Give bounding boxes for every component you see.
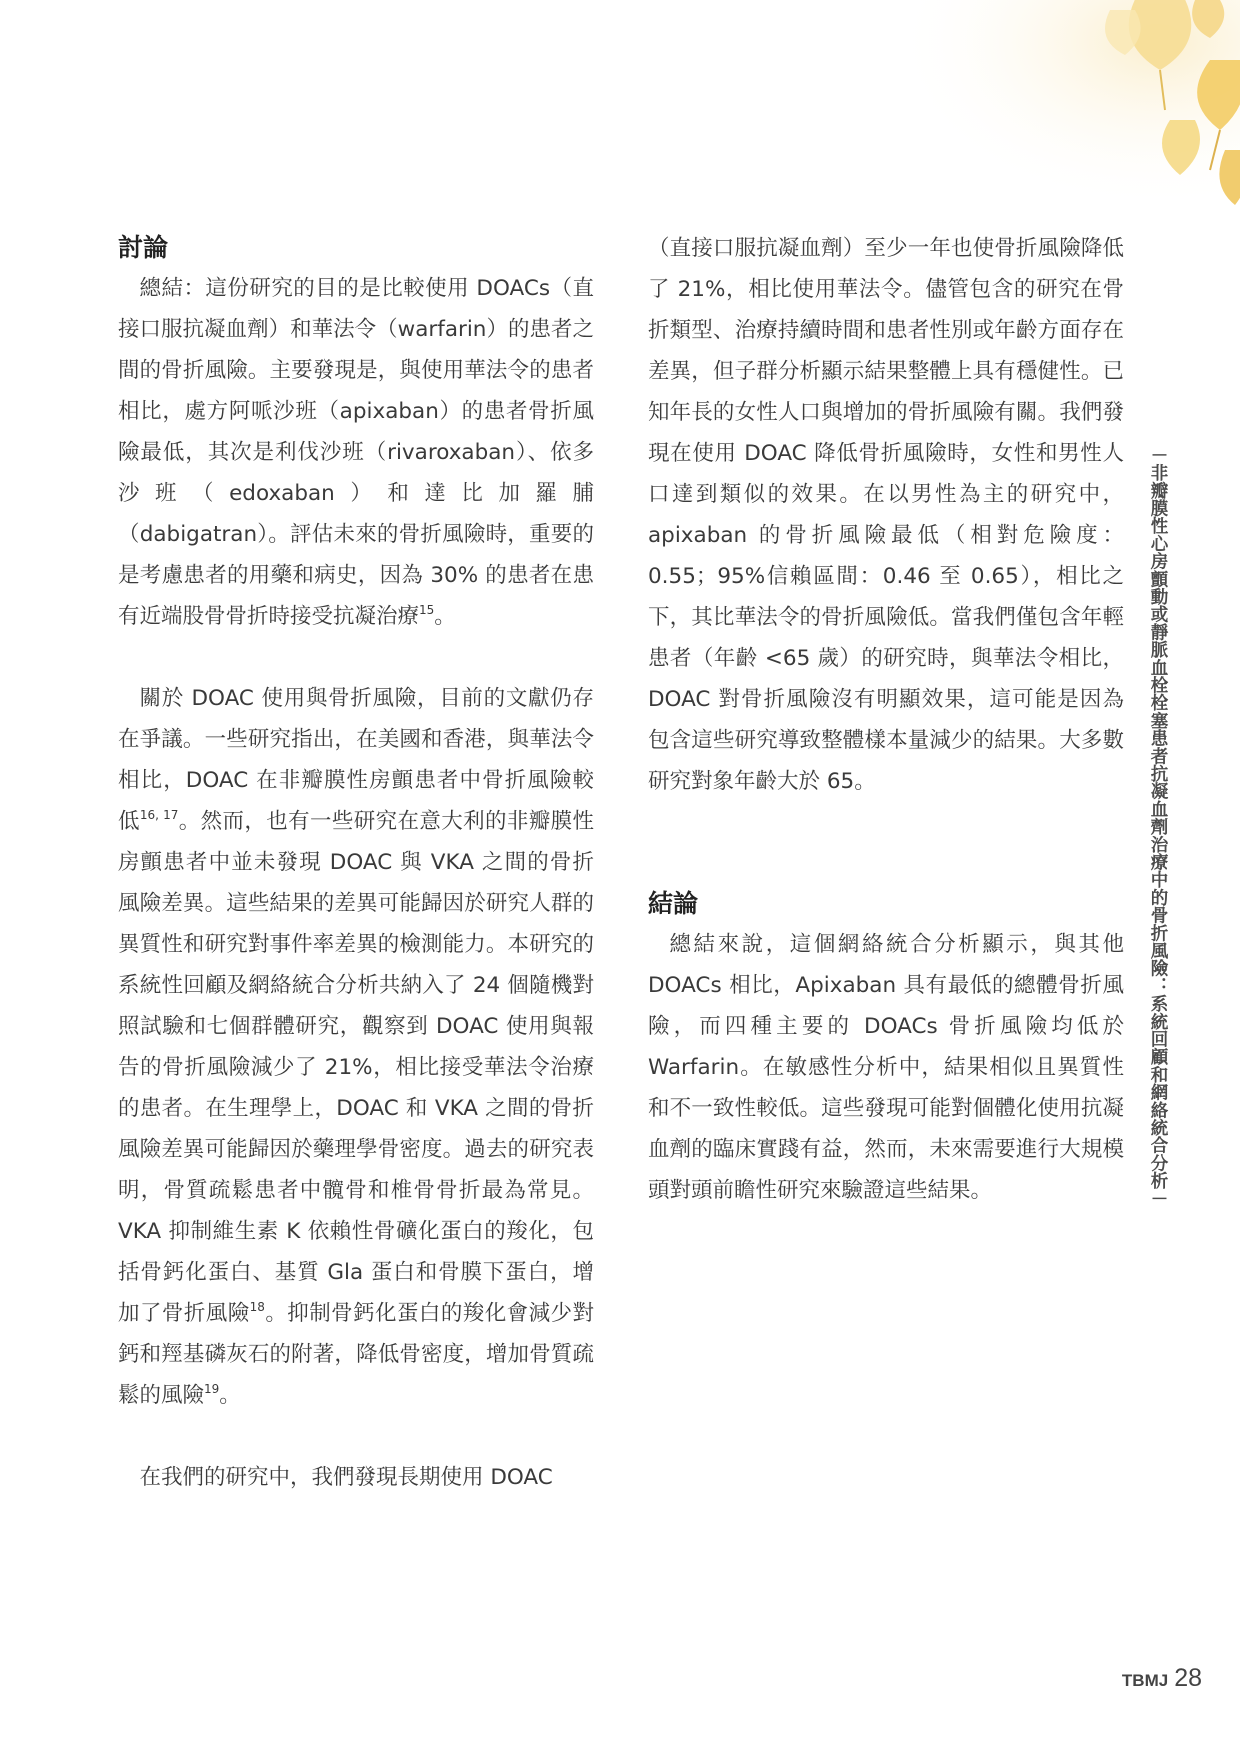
heading-conclusion: 結論: [648, 889, 699, 918]
citation-18: 18: [249, 1300, 265, 1314]
discussion-p2-end: 。: [219, 1383, 241, 1408]
citation-16-17: 16, 17: [139, 808, 179, 822]
ginkgo-leaves-decoration: [910, 0, 1240, 210]
vertical-article-title: －非瓣膜性心房顫動或靜脈血栓栓塞患者抗凝血劑治療中的骨折風險：系統回顧和網絡統合分析－: [1148, 446, 1168, 1208]
heading-discussion: 討論: [118, 233, 169, 262]
citation-15: 15: [419, 603, 435, 617]
discussion-p1-text: 總結：這份研究的目的是比較使用 DOACs（直接口服抗凝血劑）和華法令（warfarin）的患者之間的骨折風險。主要發現是，與使用華法令的患者相比，處方阿哌沙班（apixaban）的患者骨折風險最低，其次是利伐沙班（rivaroxaban）、依多沙班（edoxaban）和達比加羅脯（dabigatran）。評估未來的骨折風險時，重要的是考慮患者的用藥和病史，因為 30% 的患者在患有近端股骨骨折時接受抗凝治療: [118, 276, 594, 629]
discussion-paragraph-2: [118, 678, 594, 1416]
discussion-paragraph-1: [118, 268, 594, 637]
page-footer: [1122, 1664, 1202, 1693]
journal-name: TBMJ: [1121, 1671, 1169, 1690]
conclusion-paragraph: 總結來說，這個網絡統合分析顯示，與其他 DOACs 相比，Apixaban 具有最低的總體骨折風險，而四種主要的 DOACs 骨折風險均低於 Warfarin。在敏感性分析中，結果相似且異質性和不一致性較低。這些發現可能對個體化使用抗凝血劑的臨床實踐有益，然而，未來需要進行大規模頭對頭前瞻性研究來驗證這些結果。: [648, 932, 1124, 1203]
discussion-paragraph-3: 在我們的研究中，我們發現長期使用 DOAC: [139, 1465, 553, 1490]
right-column: [648, 228, 1124, 1211]
citation-19: 19: [204, 1382, 220, 1396]
page-number: 28: [1174, 1664, 1202, 1692]
discussion-p2-text-1: 關於 DOAC 使用與骨折風險，目前的文獻仍存在爭議。一些研究指出，在美國和香港，與華法令相比，DOAC 在非瓣膜性房顫患者中骨折風險較低: [118, 686, 594, 834]
discussion-p1-end: 。: [434, 604, 456, 629]
discussion-p2-text-3: 。抑制骨鈣化蛋白的羧化會減少對鈣和羥基磷灰石的附著，降低骨密度，增加骨質疏鬆的風險: [118, 1301, 594, 1408]
discussion-continued-paragraph: （直接口服抗凝血劑）至少一年也使骨折風險降低了 21%，相比使用華法令。儘管包含的研究在骨折類型、治療持續時間和患者性別或年齡方面存在差異，但子群分析顯示結果整體上具有穩健性。已知年長的女性人口與增加的骨折風險有關。我們發現在使用 DOAC 降低骨折風險時，女性和男性人口達到類似的效果。在以男性為主的研究中，apixaban 的骨折風險最低（相對危險度：0.55；95%信賴區間：0.46 至 0.65），相比之下，其比華法令的骨折風險低。當我們僅包含年輕患者（年齡 <65 歲）的研究時，與華法令相比，DOAC 對骨折風險沒有明顯效果，這可能是因為包含這些研究導致整體樣本量減少的結果。大多數研究對象年齡大於 65。: [648, 236, 1124, 794]
discussion-p2-text-2: 。然而，也有一些研究在意大利的非瓣膜性房顫患者中並未發現 DOAC 與 VKA 之間的骨折風險差異。這些結果的差異可能歸因於研究人群的異質性和研究對事件率差異的檢測能力。本研究的系統性回顧及網絡統合分析共納入了 24 個隨機對照試驗和七個群體研究，觀察到 DOAC 使用與報告的骨折風險減少了 21%，相比接受華法令治療的患者。在生理學上，DOAC 和 VKA 之間的骨折風險差異可能歸因於藥理學骨密度。過去的研究表明，骨質疏鬆患者中髖骨和椎骨骨折最為常見。VKA 抑制維生素 K 依賴性骨礦化蛋白的羧化，包括骨鈣化蛋白、基質 Gla 蛋白和骨膜下蛋白，增加了骨折風險: [118, 809, 594, 1326]
left-column: [118, 228, 594, 1498]
